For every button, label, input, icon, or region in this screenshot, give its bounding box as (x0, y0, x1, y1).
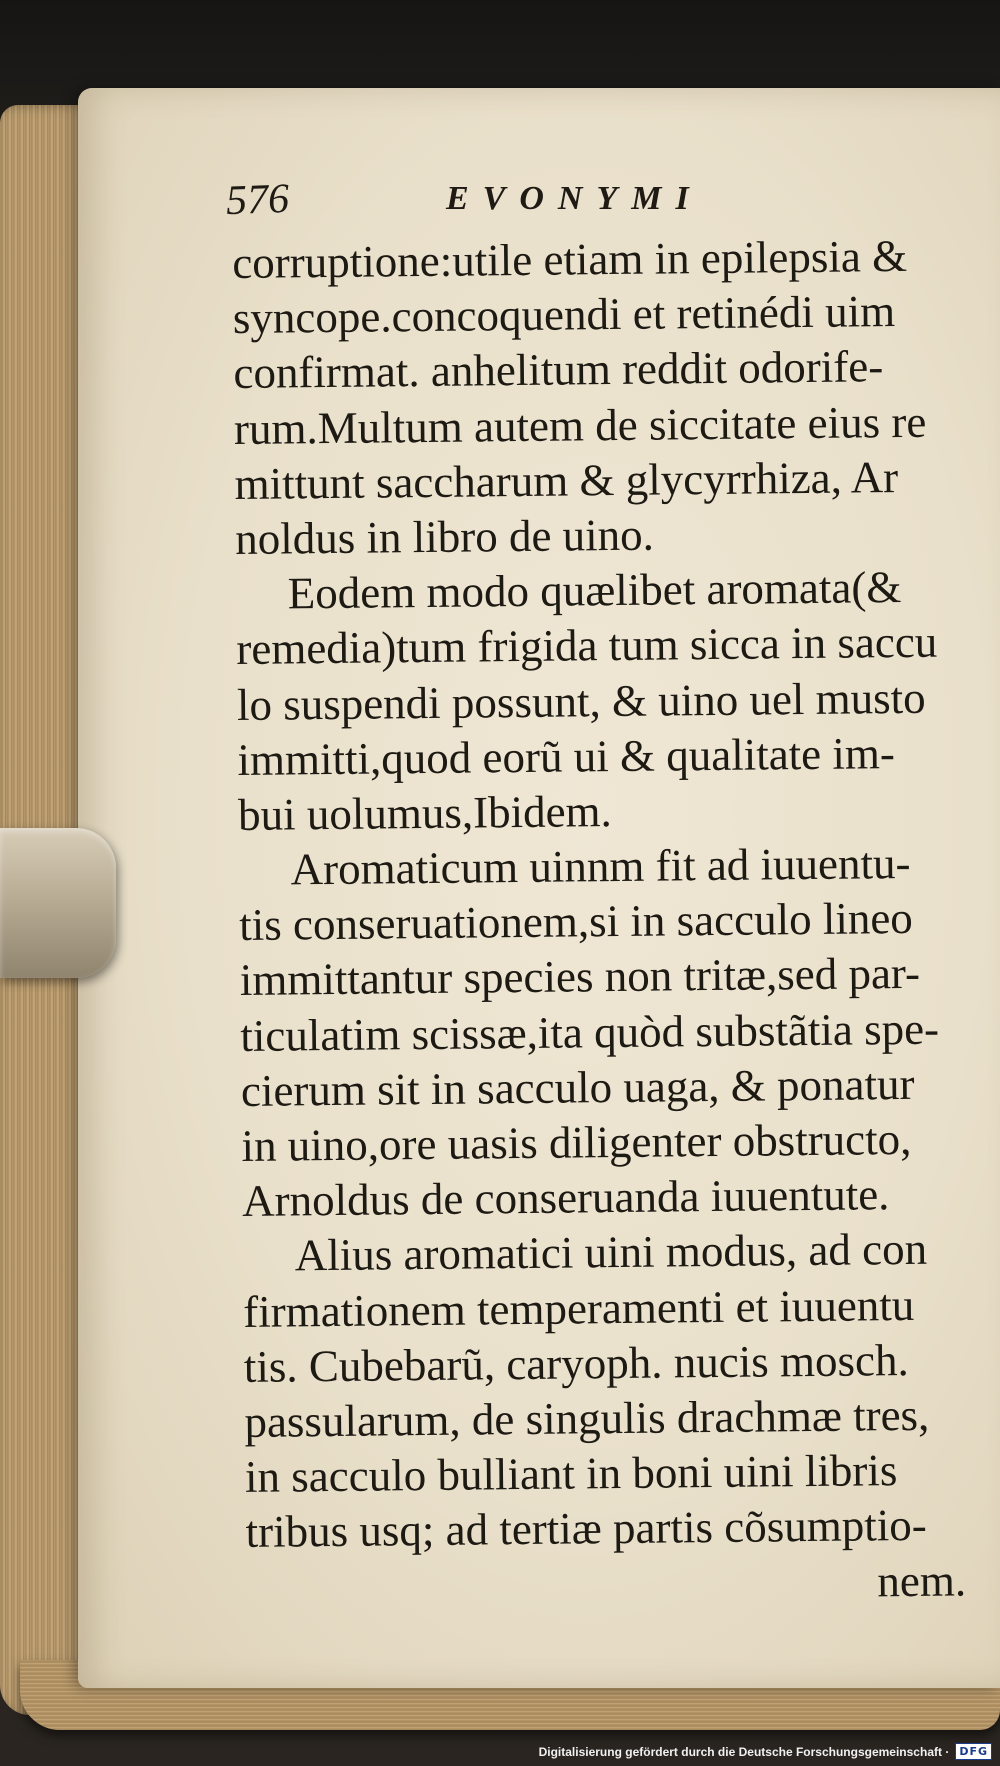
text-line: tribus usq; ad tertiæ partis cõsumptio- (245, 1500, 927, 1558)
text-line: ticulatim scissæ,ita quòd substãtia spe- (240, 1003, 940, 1061)
text-line: firmationem temperamenti et iuuentu (243, 1279, 915, 1337)
book-clip (0, 828, 116, 978)
text-line: lo suspendi possunt, & uino uel musto (236, 672, 926, 730)
running-head: EVONYMI (446, 180, 703, 217)
text-line: nem. (877, 1554, 967, 1606)
text-line: in uino,ore uasis diligenter obstructo, (241, 1113, 912, 1171)
text-line: noldus in libro de uino. (234, 509, 655, 564)
page-number: 576 (225, 175, 290, 225)
text-line: confirmat. anhelitum reddit odorife- (233, 341, 884, 399)
text-line: corruptione:utile etiam in epilepsia & (232, 230, 908, 288)
text-line: bui uolumus,Ibidem. (237, 785, 613, 840)
text-line: remedia)tum frigida tum sicca in saccu (236, 616, 938, 675)
text-line: rum.Multum autem de siccitate eius re (233, 396, 927, 454)
digitization-credit (539, 1743, 992, 1760)
text-line: Aromaticum uinnm fit ad iuuentu- (290, 837, 911, 895)
text-line: immittantur species non tritæ,sed par- (239, 948, 921, 1006)
text-line: Arnoldus de conseruanda iuuentute. (241, 1169, 890, 1227)
credit-text: Digitalisierung gefördert durch die Deutsche Forschungsgemeinschaft · (538, 1744, 950, 1759)
dfg-logo: DFG (955, 1743, 992, 1760)
text-line: tis conseruationem,si in sacculo lineo (238, 893, 914, 951)
text-line: cierum sit in sacculo uaga, & ponatur (240, 1058, 915, 1116)
text-line: passularum, de singulis drachmæ tres, (244, 1389, 930, 1447)
text-line: Alius aromatici uini modus, ad con (294, 1224, 928, 1281)
page-header (226, 176, 786, 236)
text-line: mittunt saccharum & glycyrrhiza, Ar (234, 451, 899, 509)
body-text (232, 228, 966, 1615)
text-line: Eodem modo quælibet aromata(& (287, 562, 902, 619)
text-line: immitti,quod eorũ ui & qualitate im- (237, 727, 896, 785)
text-line: syncope.concoquendi et retinédi uim (232, 286, 896, 344)
text-line: tis. Cubebarũ, caryoph. nucis mosch. (243, 1334, 909, 1392)
text-line: in sacculo bulliant in boni uini libris (244, 1445, 898, 1503)
